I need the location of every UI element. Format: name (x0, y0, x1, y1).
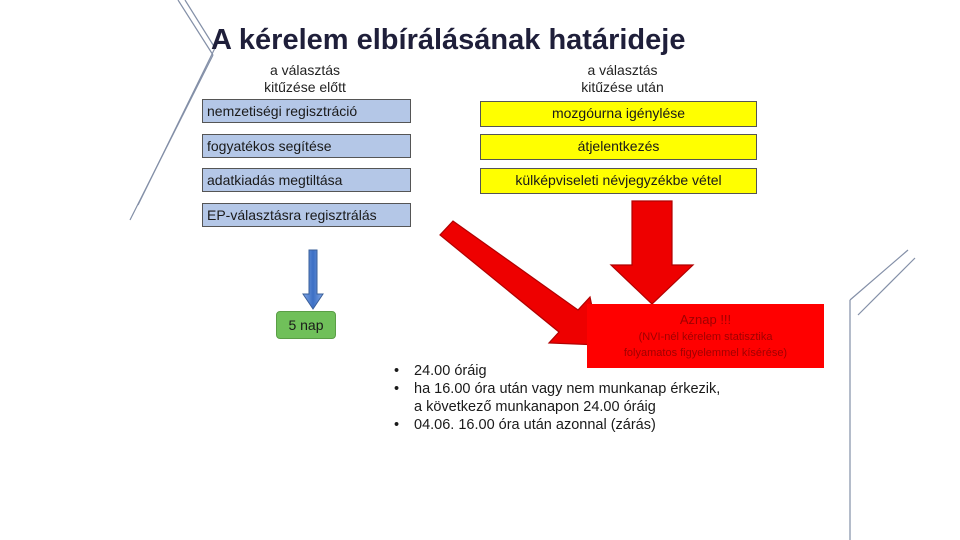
after-item-transfer: átjelentkezés (480, 134, 757, 160)
deadline-item (392, 416, 720, 434)
blue-down-arrow (303, 250, 323, 309)
column-header-after-line2: kitűzése után (581, 79, 664, 95)
before-item-disability-assistance: fogyatékos segítése (202, 134, 411, 158)
page-title: A kérelem elbírálásának határideje (211, 24, 686, 56)
before-item-national-registration: nemzetiségi regisztráció (202, 99, 411, 123)
red-down-arrow (611, 201, 693, 304)
deadline-list (392, 362, 720, 434)
same-day-box (587, 304, 824, 368)
five-days-badge: 5 nap (276, 311, 336, 339)
same-day-note-line2: folyamatos figyelemmel kísérése) (623, 347, 788, 359)
red-diagonal-arrow (440, 221, 600, 345)
deadline-item-text: ha 16.00 óra után vagy nem munkanap érkezik, (414, 381, 721, 397)
before-item-data-release-ban: adatkiadás megtiltása (202, 168, 411, 192)
same-day-note-line1: (NVI-nél kérelem statisztika (638, 331, 773, 343)
deadline-item (392, 380, 720, 416)
before-item-ep-registration: EP-választásra regisztrálás (202, 203, 411, 227)
deadline-item (392, 362, 720, 380)
deadline-item-text: 04.06. 16.00 óra után azonnal (zárás) (414, 417, 656, 433)
deadline-item-text: 24.00 óráig (414, 363, 487, 379)
column-header-before-line2: kitűzése előtt (264, 79, 346, 95)
deadline-item-text-continued: a következő munkanapon 24.00 óráig (414, 399, 656, 415)
after-item-mobile-ballot-box: mozgóurna igénylése (480, 101, 757, 127)
column-header-after-line1: a választás (587, 62, 658, 78)
column-header-before-line1: a választás (269, 62, 341, 78)
same-day-label: Aznap !!! (679, 312, 732, 327)
after-item-foreign-register: külképviseleti névjegyzékbe vétel (480, 168, 757, 194)
